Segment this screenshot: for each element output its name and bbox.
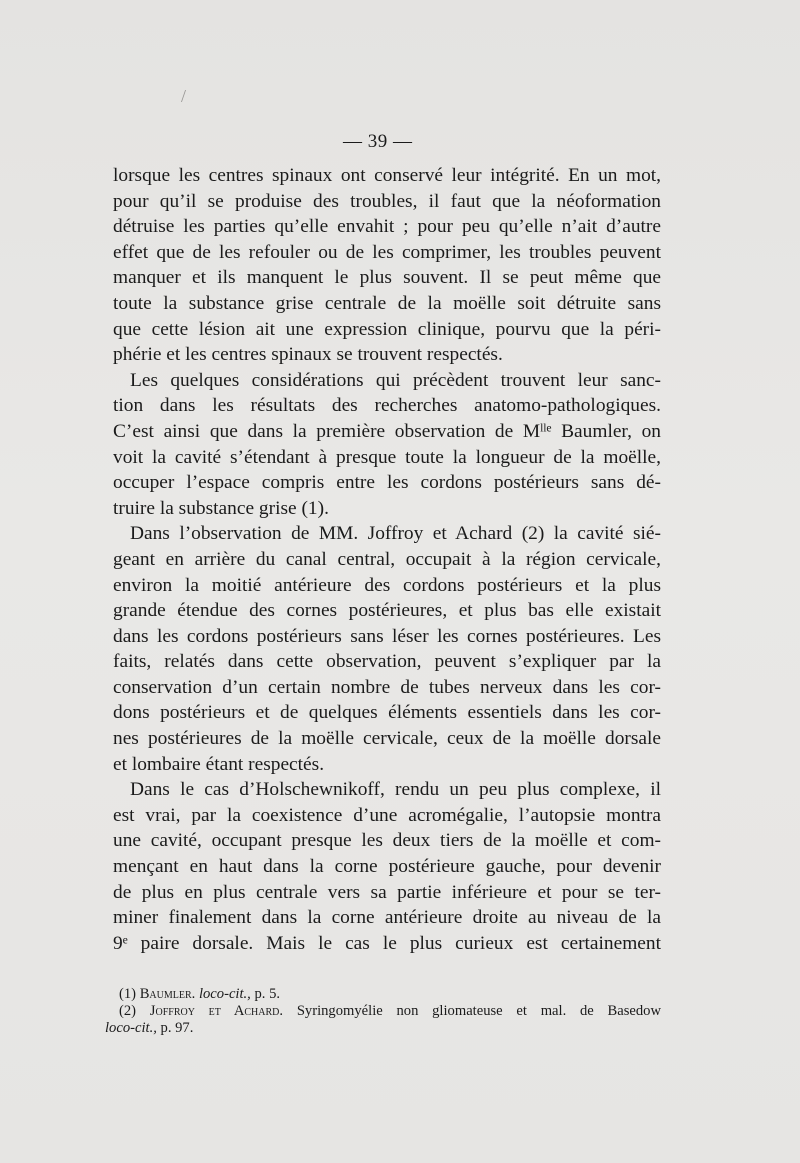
text-line: voit la cavité s’étendant à presque toute la longueur de la moëlle, bbox=[113, 446, 661, 468]
text-line: phérie et les centres spinaux se trouvent respectés. bbox=[113, 344, 503, 366]
body-text bbox=[113, 163, 661, 956]
footnote-title: Syringomyélie non gliomateuse et mal. de Basedow bbox=[296, 1003, 661, 1019]
text-line: occuper l’espace compris entre les cordons postérieurs sans dé- bbox=[113, 472, 661, 494]
text-line: effet que de les refouler ou de les comprimer, les troubles peuvent bbox=[113, 241, 661, 263]
text-line: grande étendue des cornes postérieures, et plus bas elle existait bbox=[113, 600, 661, 622]
footnote-page: p. 97. bbox=[160, 1020, 194, 1036]
footnote-author: Baumler. bbox=[139, 986, 196, 1002]
text-line: lorsque les centres spinaux ont conservé leur intégrité. En un mot, bbox=[113, 165, 661, 186]
stray-mark: / bbox=[181, 86, 187, 106]
text-line: conservation d’un certain nombre de tubes nerveux dans les cor- bbox=[113, 676, 661, 698]
page-number: — 39 — bbox=[343, 131, 413, 152]
text-line: de plus en plus centrale vers sa partie inférieure et pour se ter- bbox=[113, 881, 661, 903]
text-line: faits, relatés dans cette observation, peuvent s’expliquer par la bbox=[113, 651, 661, 673]
text-line: que cette lésion ait une expression clinique, pourvu que la péri- bbox=[113, 318, 661, 340]
text-line: manquer et ils manquent le plus souvent. Il se peut même que bbox=[113, 267, 661, 289]
text-line: C’est ainsi que dans la première observation de Mˡˡᵉ Baumler, on bbox=[113, 420, 661, 442]
footnote-citation: loco-cit., bbox=[105, 1020, 157, 1036]
footnote-1 bbox=[105, 986, 661, 1003]
text-line: dons postérieurs et de quelques éléments essentiels dans les cor- bbox=[113, 702, 661, 724]
footnote-authors: Joffroy et Achard. bbox=[149, 1003, 284, 1019]
footnote-number: (1) bbox=[119, 986, 137, 1002]
footnote-page: p. 5. bbox=[254, 986, 281, 1002]
footnote-2 bbox=[105, 1003, 661, 1020]
footnotes bbox=[105, 986, 661, 1037]
text-line: dans les cordons postérieurs sans léser les cornes postérieures. Les bbox=[113, 625, 661, 647]
text-line: 9ᵉ paire dorsale. Mais le cas le plus curieux est certainement bbox=[113, 932, 661, 954]
text-line: geant en arrière du canal central, occupait à la région cervicale, bbox=[113, 548, 661, 570]
text-line: truire la substance grise (1). bbox=[113, 497, 329, 519]
footnote-citation: loco-cit., bbox=[198, 986, 251, 1002]
text-line: détruise les parties qu’elle envahit ; pour peu qu’elle n’ait d’autre bbox=[113, 216, 661, 238]
text-line: et lombaire étant respectés. bbox=[113, 753, 325, 775]
text-line: nes postérieures de la moëlle cervicale, ceux de la moëlle dorsale bbox=[113, 728, 661, 750]
footnote-2-continued bbox=[105, 1020, 661, 1037]
text-line: pour qu’il se produise des troubles, il faut que la néoformation bbox=[113, 190, 661, 212]
text-line: tion dans les résultats des recherches anatomo-pathologiques. bbox=[113, 395, 661, 417]
paragraph-start-line: Les quelques considérations qui précèdent trouvent leur sanc- bbox=[130, 369, 661, 391]
text-line: une cavité, occupant presque les deux tiers de la moëlle et com- bbox=[113, 830, 661, 852]
paragraph-start-line: Dans l’observation de MM. Joffroy et Achard (2) la cavité sié- bbox=[130, 523, 661, 545]
paragraph-start-line: Dans le cas d’Holschewnikoff, rendu un peu plus complexe, il bbox=[130, 779, 661, 801]
text-line: mençant en haut dans la corne postérieure gauche, pour devenir bbox=[113, 856, 661, 878]
text-line: toute la substance grise centrale de la moëlle soit détruite sans bbox=[113, 292, 661, 314]
text-line: environ la moitié antérieure des cordons postérieurs et la plus bbox=[113, 574, 661, 596]
text-line: est vrai, par la coexistence d’une acromégalie, l’autopsie montra bbox=[113, 804, 661, 826]
text-line: miner finalement dans la corne antérieure droite au niveau de la bbox=[113, 907, 661, 929]
footnote-number: (2) bbox=[119, 1003, 137, 1019]
